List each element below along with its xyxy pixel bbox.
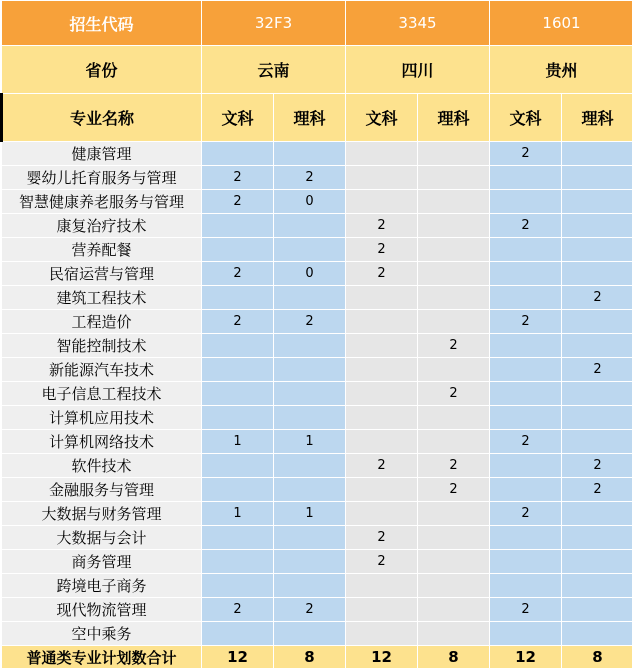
- plan-count-cell: [202, 382, 274, 406]
- plan-count-cell: [346, 406, 418, 430]
- table-row: [2, 502, 632, 526]
- major-name: 新能源汽车技术: [2, 358, 202, 382]
- plan-count-cell: [418, 214, 490, 238]
- major-name: 智能控制技术: [2, 334, 202, 358]
- province-yunnan: 云南: [202, 46, 346, 94]
- plan-count-cell: [202, 406, 274, 430]
- enrollment-code-row: [2, 1, 632, 46]
- plan-count-cell: [274, 574, 346, 598]
- plan-count-cell: [346, 334, 418, 358]
- plan-count-cell: [274, 238, 346, 262]
- total-count-cell: 12: [202, 646, 274, 669]
- plan-count-cell: [418, 262, 490, 286]
- plan-count-cell: 2: [490, 310, 562, 334]
- plan-count-cell: 2: [346, 238, 418, 262]
- plan-count-cell: [562, 574, 632, 598]
- plan-count-cell: [274, 358, 346, 382]
- plan-count-cell: [202, 214, 274, 238]
- plan-count-cell: [490, 454, 562, 478]
- total-count-cell: 12: [346, 646, 418, 669]
- plan-count-cell: [346, 286, 418, 310]
- plan-count-cell: 2: [418, 334, 490, 358]
- plan-count-cell: [274, 526, 346, 550]
- table-row: [2, 214, 632, 238]
- plan-count-cell: [202, 574, 274, 598]
- plan-count-cell: [490, 478, 562, 502]
- total-label: 普通类专业计划数合计: [2, 646, 202, 669]
- plan-count-cell: [418, 430, 490, 454]
- major-name: 现代物流管理: [2, 598, 202, 622]
- track-header: 文科: [202, 94, 274, 142]
- table-row: [2, 262, 632, 286]
- major-name-label: 专业名称: [2, 94, 202, 142]
- major-name: 工程造价: [2, 310, 202, 334]
- plan-count-cell: [418, 310, 490, 334]
- plan-count-cell: 2: [490, 598, 562, 622]
- code-yunnan: 32F3: [202, 1, 346, 46]
- plan-count-cell: [490, 334, 562, 358]
- code-guizhou: 1601: [490, 1, 632, 46]
- plan-count-cell: [490, 286, 562, 310]
- province-row: [2, 46, 632, 94]
- table-row: [2, 550, 632, 574]
- plan-count-cell: [418, 190, 490, 214]
- table-row: [2, 238, 632, 262]
- plan-count-cell: [202, 238, 274, 262]
- plan-count-cell: 2: [346, 550, 418, 574]
- table-row: [2, 286, 632, 310]
- track-header: 文科: [346, 94, 418, 142]
- plan-count-cell: 2: [418, 478, 490, 502]
- plan-count-cell: 2: [346, 454, 418, 478]
- plan-count-cell: 2: [202, 598, 274, 622]
- plan-count-cell: [562, 382, 632, 406]
- table-row: [2, 190, 632, 214]
- plan-count-cell: 2: [490, 214, 562, 238]
- table-row: [2, 598, 632, 622]
- plan-count-cell: 2: [274, 598, 346, 622]
- plan-count-cell: [274, 382, 346, 406]
- plan-count-cell: [346, 574, 418, 598]
- major-name: 软件技术: [2, 454, 202, 478]
- code-sichuan: 3345: [346, 1, 490, 46]
- plan-count-cell: [490, 262, 562, 286]
- plan-count-cell: 1: [274, 502, 346, 526]
- code-label: 招生代码: [2, 1, 202, 46]
- plan-count-cell: [490, 358, 562, 382]
- major-name: 空中乘务: [2, 622, 202, 646]
- total-row: [2, 646, 632, 669]
- plan-count-cell: [274, 286, 346, 310]
- plan-count-cell: [346, 598, 418, 622]
- track-header: 文科: [490, 94, 562, 142]
- plan-count-cell: [490, 382, 562, 406]
- plan-count-cell: 2: [346, 214, 418, 238]
- major-name: 计算机网络技术: [2, 430, 202, 454]
- table-row: [2, 358, 632, 382]
- major-name: 跨境电子商务: [2, 574, 202, 598]
- major-name: 智慧健康养老服务与管理: [2, 190, 202, 214]
- plan-count-cell: 1: [202, 430, 274, 454]
- plan-count-cell: [562, 214, 632, 238]
- plan-count-cell: [202, 142, 274, 166]
- plan-count-cell: [562, 502, 632, 526]
- plan-count-cell: [274, 214, 346, 238]
- plan-count-cell: [346, 382, 418, 406]
- plan-count-cell: [490, 406, 562, 430]
- plan-count-cell: [562, 406, 632, 430]
- plan-count-cell: [274, 406, 346, 430]
- plan-count-cell: [202, 526, 274, 550]
- major-name: 婴幼儿托育服务与管理: [2, 166, 202, 190]
- plan-count-cell: 2: [202, 166, 274, 190]
- plan-count-cell: [274, 334, 346, 358]
- major-name: 康复治疗技术: [2, 214, 202, 238]
- province-sichuan: 四川: [346, 46, 490, 94]
- plan-count-cell: [562, 334, 632, 358]
- total-count-cell: 8: [418, 646, 490, 669]
- plan-count-cell: [418, 502, 490, 526]
- total-count-cell: 8: [274, 646, 346, 669]
- plan-count-cell: [418, 550, 490, 574]
- table-row: [2, 406, 632, 430]
- plan-count-cell: [274, 478, 346, 502]
- plan-count-cell: [490, 166, 562, 190]
- table-row: [2, 454, 632, 478]
- plan-count-cell: 2: [490, 142, 562, 166]
- plan-count-cell: [562, 598, 632, 622]
- track-header: 理科: [274, 94, 346, 142]
- plan-count-cell: [562, 238, 632, 262]
- plan-count-cell: [562, 166, 632, 190]
- major-name: 计算机应用技术: [2, 406, 202, 430]
- plan-count-cell: 2: [490, 502, 562, 526]
- table-row: [2, 382, 632, 406]
- plan-count-cell: [418, 622, 490, 646]
- major-name: 大数据与会计: [2, 526, 202, 550]
- table-row: [2, 622, 632, 646]
- plan-count-cell: [346, 310, 418, 334]
- plan-count-cell: 0: [274, 190, 346, 214]
- plan-count-cell: 2: [562, 286, 632, 310]
- plan-count-cell: 2: [346, 262, 418, 286]
- major-name: 电子信息工程技术: [2, 382, 202, 406]
- plan-count-cell: [490, 238, 562, 262]
- table-row: [2, 310, 632, 334]
- plan-count-cell: [490, 550, 562, 574]
- plan-count-cell: [202, 358, 274, 382]
- province-label: 省份: [2, 46, 202, 94]
- plan-count-cell: [562, 550, 632, 574]
- major-name: 金融服务与管理: [2, 478, 202, 502]
- plan-count-cell: [418, 598, 490, 622]
- plan-count-cell: [418, 406, 490, 430]
- major-name: 营养配餐: [2, 238, 202, 262]
- total-count-cell: 8: [562, 646, 632, 669]
- plan-count-cell: [418, 574, 490, 598]
- total-count-cell: 12: [490, 646, 562, 669]
- plan-count-cell: [346, 142, 418, 166]
- table-row: [2, 526, 632, 550]
- plan-count-cell: [490, 622, 562, 646]
- plan-count-cell: 1: [274, 430, 346, 454]
- plan-count-cell: [202, 478, 274, 502]
- table-row: [2, 478, 632, 502]
- plan-count-cell: [562, 526, 632, 550]
- plan-count-cell: 2: [202, 310, 274, 334]
- major-name: 建筑工程技术: [2, 286, 202, 310]
- plan-count-cell: 2: [562, 358, 632, 382]
- plan-count-cell: [346, 478, 418, 502]
- plan-count-cell: [562, 142, 632, 166]
- plan-count-cell: 2: [562, 478, 632, 502]
- plan-count-cell: [202, 550, 274, 574]
- plan-count-cell: [562, 622, 632, 646]
- plan-count-cell: 2: [274, 310, 346, 334]
- major-name: 商务管理: [2, 550, 202, 574]
- plan-count-cell: 2: [202, 190, 274, 214]
- plan-count-cell: [346, 190, 418, 214]
- plan-count-cell: [418, 238, 490, 262]
- plan-count-cell: [346, 430, 418, 454]
- plan-count-cell: [418, 286, 490, 310]
- plan-count-cell: [490, 190, 562, 214]
- plan-count-cell: [202, 334, 274, 358]
- track-header: 理科: [562, 94, 632, 142]
- plan-count-cell: 2: [202, 262, 274, 286]
- plan-count-cell: 2: [490, 430, 562, 454]
- plan-count-cell: [346, 358, 418, 382]
- plan-count-cell: [346, 166, 418, 190]
- plan-count-cell: [274, 550, 346, 574]
- plan-count-cell: [562, 430, 632, 454]
- track-header: 理科: [418, 94, 490, 142]
- table-row: [2, 430, 632, 454]
- plan-count-cell: [274, 622, 346, 646]
- plan-count-cell: [418, 358, 490, 382]
- plan-count-cell: [274, 454, 346, 478]
- table-row: [2, 574, 632, 598]
- plan-count-cell: [418, 526, 490, 550]
- plan-count-cell: [202, 454, 274, 478]
- plan-count-cell: [562, 310, 632, 334]
- plan-count-cell: 1: [202, 502, 274, 526]
- plan-count-cell: 2: [562, 454, 632, 478]
- plan-count-cell: [418, 166, 490, 190]
- table-row: [2, 142, 632, 166]
- plan-count-cell: [490, 574, 562, 598]
- plan-count-cell: 2: [418, 454, 490, 478]
- plan-count-cell: [562, 262, 632, 286]
- plan-count-cell: [346, 502, 418, 526]
- plan-count-cell: [490, 526, 562, 550]
- plan-count-cell: [418, 142, 490, 166]
- major-name: 民宿运营与管理: [2, 262, 202, 286]
- track-row: [2, 94, 632, 142]
- plan-count-cell: [562, 190, 632, 214]
- plan-count-cell: 2: [418, 382, 490, 406]
- plan-count-cell: [274, 142, 346, 166]
- major-name: 大数据与财务管理: [2, 502, 202, 526]
- major-name: 健康管理: [2, 142, 202, 166]
- province-guizhou: 贵州: [490, 46, 632, 94]
- table-row: [2, 334, 632, 358]
- plan-count-cell: 0: [274, 262, 346, 286]
- plan-count-cell: [202, 286, 274, 310]
- plan-count-cell: 2: [346, 526, 418, 550]
- plan-count-cell: [202, 622, 274, 646]
- table-row: [2, 166, 632, 190]
- plan-count-cell: [346, 622, 418, 646]
- plan-count-cell: 2: [274, 166, 346, 190]
